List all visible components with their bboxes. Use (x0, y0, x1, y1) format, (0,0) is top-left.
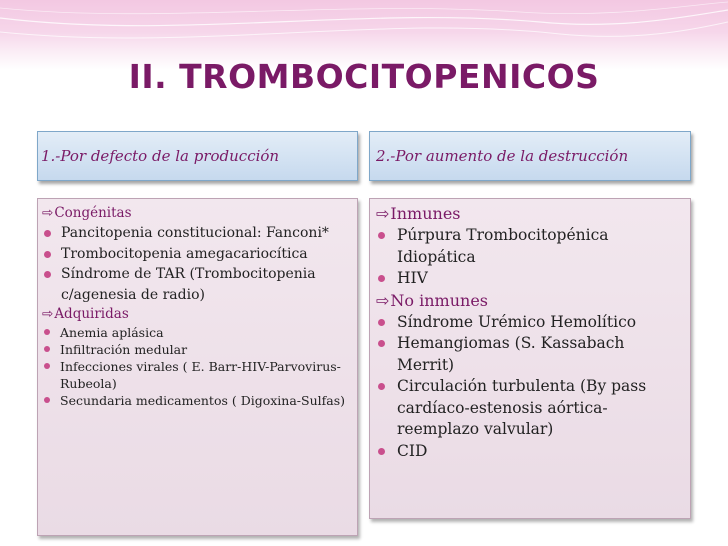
category-no-inmunes: ⇨ No inmunes (376, 290, 489, 310)
list-left (37, 198, 358, 536)
bullet-icon (44, 329, 50, 335)
header-left-label: 1.-Por defecto de la producción (41, 147, 280, 165)
header-right (369, 131, 691, 181)
arrow-icon: ⇨ (42, 306, 54, 322)
category-adquiridas: ⇨ Adquiridas (42, 306, 129, 322)
list-right (369, 198, 691, 519)
list-item: Púrpura Trombocitopénica Idiopática (376, 225, 686, 268)
bullet-icon (378, 448, 385, 455)
arrow-icon: ⇨ (42, 205, 54, 221)
bullet-icon (44, 251, 51, 258)
category-inmunes: ⇨ Inmunes (376, 204, 461, 223)
bullet-icon (378, 383, 385, 390)
list-item: CID (376, 441, 686, 463)
bullet-icon (378, 232, 385, 239)
bullet-icon (44, 230, 51, 237)
list-item: Infiltración medular (42, 341, 353, 358)
list-item: Circulación turbulenta (By pass cardíaco-estenosis aórtica-reemplazo valvular) (376, 376, 686, 441)
arrow-icon: ⇨ (376, 290, 390, 310)
list-item: Infecciones virales ( E. Barr-HIV-Parvovirus-Rubeola) (42, 358, 353, 392)
slide-title: II. TROMBOCITOPENICOS (128, 57, 600, 96)
bullet-icon (44, 346, 50, 352)
bullet-icon (378, 340, 385, 347)
header-left (37, 131, 358, 181)
list-item: Pancitopenia constitucional: Fanconi* (42, 223, 353, 244)
list-item: Hemangiomas (S. Kassabach Merrit) (376, 333, 686, 376)
arrow-icon: ⇨ (376, 204, 390, 223)
list-item: HIV (376, 268, 686, 290)
bullet-icon (44, 363, 50, 369)
bullet-icon (378, 319, 385, 326)
category-congenitas: ⇨ Congénitas (42, 205, 132, 221)
list-item: Síndrome Urémico Hemolítico (376, 312, 686, 334)
bullet-icon (44, 397, 50, 403)
bullet-icon (378, 275, 385, 282)
header-right-label: 2.-Por aumento de la destrucción (376, 147, 629, 165)
list-item: Síndrome de TAR (Trombocitopenia c/agenesia de radio) (42, 264, 353, 305)
list-item: Anemia aplásica (42, 324, 353, 341)
list-item: Trombocitopenia amegacariocítica (42, 244, 353, 265)
bullet-icon (44, 271, 51, 278)
list-item: Secundaria medicamentos ( Digoxina-Sulfas) (42, 392, 353, 409)
